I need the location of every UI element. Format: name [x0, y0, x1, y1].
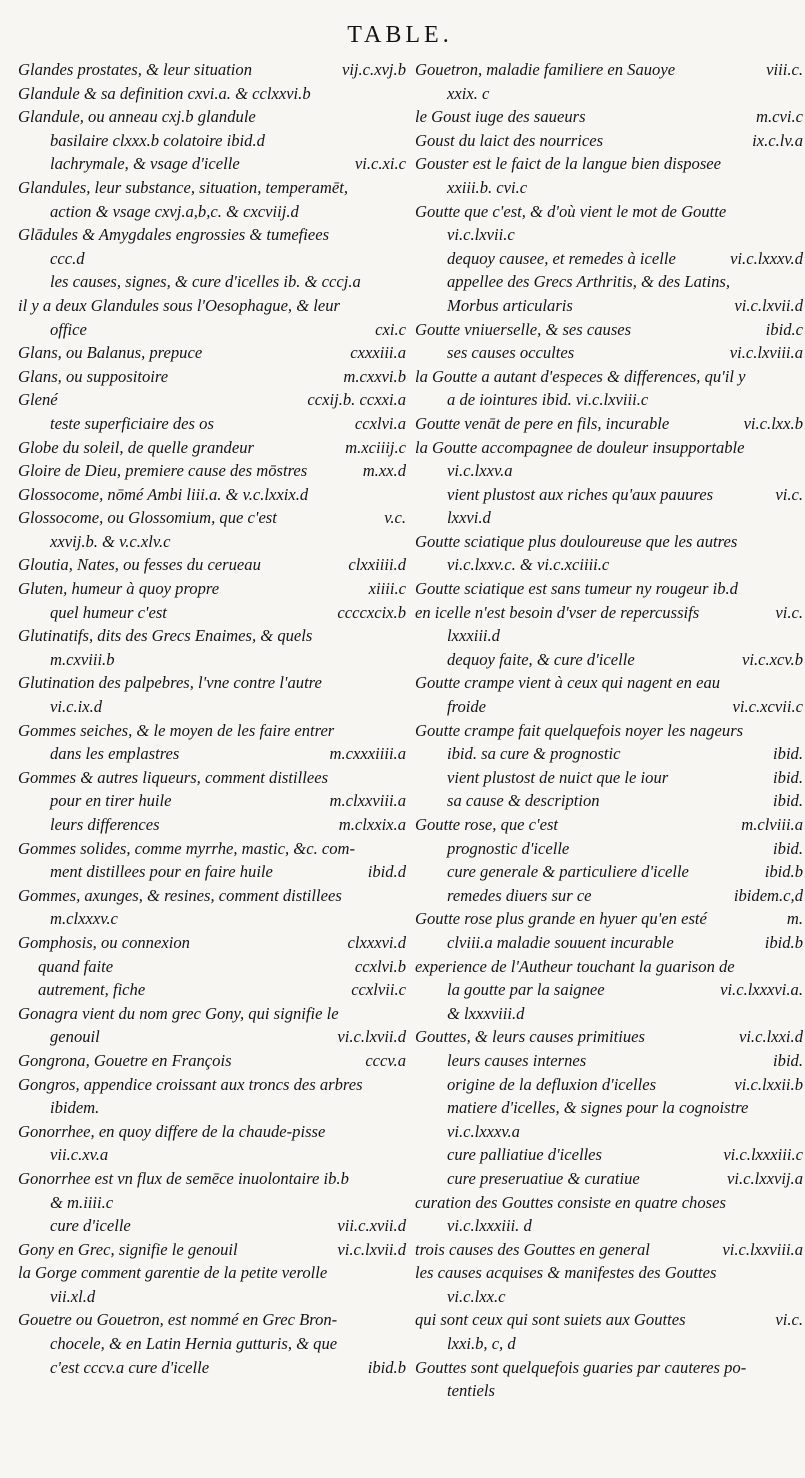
index-entry-line	[18, 648, 408, 672]
index-entry-line	[18, 412, 408, 436]
index-entry-line	[18, 1261, 408, 1285]
index-entry-line	[415, 955, 805, 979]
entry-page-reference: vi.c.xcv.b	[738, 648, 803, 672]
entry-text: experience de l'Autheur touchant la guarison de	[415, 956, 735, 976]
index-entry-line	[18, 671, 408, 695]
index-entry-line	[18, 152, 408, 176]
entry-text: vi.c.lxxv.a	[447, 461, 513, 481]
index-entry-line	[415, 247, 805, 271]
entry-text: leurs causes internes	[447, 1050, 587, 1070]
entry-text: Goutte crampe fait quelquefois noyer les nageurs	[415, 720, 744, 740]
index-entry-line	[18, 270, 408, 294]
entry-text: Gouttes, & leurs causes primitiues	[415, 1027, 645, 1047]
entry-text: Gonagra vient du nom grec Gony, qui signifie le	[18, 1003, 339, 1023]
entry-page-reference: m.	[783, 907, 803, 931]
entry-page-reference: vi.c.lxxviii.a	[718, 1238, 803, 1262]
index-entry-line	[18, 931, 408, 955]
index-entry-line	[18, 601, 408, 625]
index-entry-line	[415, 318, 805, 342]
entry-page-reference: ibid.d	[364, 860, 406, 884]
index-entry-line	[415, 1238, 805, 1262]
entry-text: c'est cccv.a cure d'icelle	[50, 1357, 210, 1377]
index-entry-line	[415, 813, 805, 837]
entry-page-reference: ibid.b	[364, 1356, 406, 1380]
entry-page-reference: ccxij.b. ccxxi.a	[303, 388, 406, 412]
entry-text: Glans, ou Balanus, prepuce	[18, 343, 203, 363]
entry-text: lxxvi.d	[447, 508, 491, 528]
entry-text: clviii.a maladie souuent incurable	[447, 932, 674, 952]
index-entry-line	[415, 152, 805, 176]
entry-text: vi.c.lxxxiii. d	[447, 1216, 532, 1236]
entry-text: Goutte rose, que c'est	[415, 815, 559, 834]
index-entry-line	[415, 931, 805, 955]
index-entry-line	[18, 1096, 408, 1120]
index-entry-line	[415, 1379, 805, 1403]
index-entry-line	[18, 1002, 408, 1026]
index-entry-line	[18, 1238, 408, 1262]
index-entry-line	[415, 671, 805, 695]
entry-page-reference: vi.c.lxviii.a	[726, 341, 803, 365]
index-entry-line	[415, 719, 805, 743]
entry-text: action & vsage cxvj.a,b,c. & cxcviij.d	[50, 201, 299, 221]
index-entry-line	[18, 176, 408, 200]
entry-text: Gouster est le faict de la langue bien disposee	[415, 154, 722, 174]
entry-text: Morbus articularis	[447, 295, 573, 315]
entry-text: basilaire clxxx.b colatoire ibid.d	[50, 130, 265, 150]
entry-page-reference: vi.c.lxxii.b	[730, 1073, 803, 1097]
index-entry-line	[18, 837, 408, 861]
entry-text: sa cause & description	[447, 791, 600, 811]
entry-text: Gommes, axunges, & resines, comment distillees	[18, 885, 342, 905]
entry-text: & lxxxviii.d	[447, 1003, 525, 1023]
entry-text: Gongros, appendice croissant aux troncs des arbres	[18, 1074, 363, 1094]
entry-text: Gouetre ou Gouetron, est nommé en Grec Bron-	[18, 1310, 338, 1330]
entry-text: lachrymale, & vsage d'icelle	[50, 154, 240, 174]
index-entry-line	[415, 907, 805, 931]
index-column-left	[18, 58, 408, 1379]
entry-text: pour en tirer huile	[50, 791, 172, 811]
entry-text: dequoy causee, et remedes à icelle	[447, 248, 676, 268]
entry-text: ibidem.	[50, 1098, 100, 1118]
index-entry-line	[18, 624, 408, 648]
entry-text: Glandes prostates, & leur situation	[18, 60, 253, 79]
entry-text: Gommes seiches, & le moyen de les faire entrer	[18, 720, 335, 740]
entry-text: ment distillees pour en faire huile	[50, 862, 273, 882]
index-entry-line	[18, 506, 408, 530]
entry-text: cure d'icelle	[50, 1216, 131, 1236]
entry-page-reference: ibid.	[769, 789, 803, 813]
entry-page-reference: vi.c.	[771, 483, 803, 507]
index-entry-line	[415, 436, 805, 460]
entry-page-reference: m.clxxviii.a	[326, 789, 406, 813]
entry-text: Goust du laict des nourrices	[415, 130, 604, 150]
entry-text: xxix. c	[447, 83, 490, 103]
entry-page-reference: ibid.b	[761, 860, 803, 884]
index-entry-line	[18, 388, 408, 412]
entry-text: quand faite	[38, 956, 114, 976]
index-entry-line	[415, 365, 805, 389]
entry-text: Glutinatifs, dits des Grecs Enaimes, & quels	[18, 626, 313, 646]
entry-text: genouil	[50, 1027, 100, 1047]
entry-page-reference: m.cvi.c	[752, 105, 803, 129]
index-entry-line	[18, 695, 408, 719]
entry-page-reference: vi.c.lxxxvi.a.	[716, 978, 803, 1002]
entry-text: Glādules & Amygdales engrossies & tumefiees	[18, 225, 330, 245]
index-entry-line	[18, 1167, 408, 1191]
entry-page-reference: ix.c.lv.a	[748, 129, 803, 153]
entry-text: la Gorge comment garentie de la petite verolle	[18, 1263, 328, 1283]
entry-text: a de iointures ibid. vi.c.lxviii.c	[447, 390, 649, 410]
entry-text: office	[50, 319, 87, 339]
index-entry-line	[18, 82, 408, 106]
entry-text: il y a deux Glandules sous l'Oesophague, & leur	[18, 295, 341, 315]
entry-text: vi.c.lxxxv.a	[447, 1121, 520, 1141]
entry-text: Glossocome, nōmé Ambi liii.a. & v.c.lxxix.d	[18, 484, 309, 504]
entry-text: Glandule, ou anneau cxj.b glandule	[18, 107, 256, 127]
entry-text: Glossocome, ou Glossomium, que c'est	[18, 508, 277, 528]
entry-text: Gommes & autres liqueurs, comment distillees	[18, 767, 329, 787]
index-entry-line	[415, 1096, 805, 1120]
entry-text: curation des Gouttes consiste en quatre choses	[415, 1192, 726, 1212]
entry-page-reference: vii.c.xvii.d	[333, 1214, 406, 1238]
entry-page-reference: ibid.b	[761, 931, 803, 955]
entry-page-reference: ibidem.c,d	[730, 884, 803, 908]
entry-text: vi.c.lxx.c	[447, 1286, 506, 1306]
entry-page-reference: vij.c.xvj.b	[338, 58, 406, 82]
index-entry-line	[415, 837, 805, 861]
entry-page-reference: ibid.	[769, 837, 803, 861]
entry-text: Gony en Grec, signifie le genouil	[18, 1239, 238, 1259]
index-entry-line	[415, 223, 805, 247]
index-entry-line	[415, 1120, 805, 1144]
index-entry-line	[415, 294, 805, 318]
entry-page-reference: ibid.	[769, 1049, 803, 1073]
entry-text: Glené	[18, 390, 58, 410]
entry-text: quel humeur c'est	[50, 602, 167, 622]
entry-page-reference: vi.c.lxvii.d	[730, 294, 803, 318]
entry-page-reference: vi.c.lxxxv.d	[726, 247, 803, 271]
index-entry-line	[415, 1143, 805, 1167]
index-entry-line	[415, 483, 805, 507]
entry-text: teste superficiaire des os	[50, 413, 214, 433]
entry-text: qui sont ceux qui sont suiets aux Gouttes	[415, 1310, 686, 1330]
entry-text: la Goutte a autant d'especes & differences, qu'il y	[415, 366, 746, 386]
index-entry-line	[18, 58, 408, 82]
index-entry-line	[415, 270, 805, 294]
index-entry-line	[415, 129, 805, 153]
entry-page-reference: vi.c.lxx.b	[740, 412, 803, 436]
entry-text: cure preseruatiue & curatiue	[447, 1168, 640, 1188]
entry-text: ses causes occultes	[447, 343, 575, 363]
index-entry-line	[18, 294, 408, 318]
index-entry-line	[18, 742, 408, 766]
index-entry-line	[415, 978, 805, 1002]
index-entry-line	[18, 1143, 408, 1167]
entry-page-reference: vi.c.lxxxiii.c	[719, 1143, 803, 1167]
entry-text: dans les emplastres	[50, 744, 180, 764]
entry-text: m.clxxxv.c	[50, 909, 118, 929]
entry-page-reference: vi.c.lxvii.d	[333, 1238, 406, 1262]
entry-page-reference: cxxxiii.a	[346, 341, 406, 365]
index-entry-line	[415, 82, 805, 106]
index-entry-line	[18, 1120, 408, 1144]
index-column-right	[415, 58, 805, 1403]
index-entry-line	[415, 577, 805, 601]
index-entry-line	[18, 1191, 408, 1215]
entry-page-reference: vi.c.lxxi.d	[735, 1025, 803, 1049]
entry-page-reference: ibid.	[769, 766, 803, 790]
index-entry-line	[415, 1025, 805, 1049]
index-entry-line	[18, 1332, 408, 1356]
index-entry-line	[415, 766, 805, 790]
entry-text: & m.iiii.c	[50, 1192, 114, 1212]
index-entry-line	[415, 1073, 805, 1097]
entry-text: xxiii.b. cvi.c	[447, 177, 528, 197]
entry-page-reference: m.clviii.a	[737, 813, 803, 837]
index-entry-line	[415, 695, 805, 719]
index-entry-line	[18, 341, 408, 365]
entry-text: m.cxviii.b	[50, 649, 115, 669]
entry-text: le Goust iuge des saueurs	[415, 107, 586, 127]
entry-page-reference: vi.c.xi.c	[351, 152, 406, 176]
index-entry-line	[415, 1308, 805, 1332]
index-entry-line	[415, 601, 805, 625]
entry-text: autrement, fiche	[38, 980, 146, 1000]
entry-text: xxvij.b. & v.c.xlv.c	[50, 531, 171, 551]
entry-text: Glans, ou suppositoire	[18, 366, 169, 386]
entry-page-reference: vi.c.lxvii.d	[333, 1025, 406, 1049]
entry-text: Gommes solides, comme myrrhe, mastic, &c. com-	[18, 838, 356, 858]
entry-text: tentiels	[447, 1381, 495, 1401]
index-entry-line	[18, 766, 408, 790]
index-entry-line	[18, 955, 408, 979]
entry-text: lxxxiii.d	[447, 626, 500, 646]
index-entry-line	[415, 884, 805, 908]
entry-text: Gluten, humeur à quoy propre	[18, 579, 220, 599]
index-entry-line	[18, 978, 408, 1002]
index-entry-line	[415, 1167, 805, 1191]
entry-text: chocele, & en Latin Hernia gutturis, & que	[50, 1334, 338, 1354]
entry-page-reference: v.c.	[380, 506, 406, 530]
entry-text: les causes, signes, & cure d'icelles ib. & cccj.a	[50, 272, 361, 292]
entry-text: vient plustost aux riches qu'aux pauures	[447, 484, 714, 504]
entry-text: Globe du soleil, de quelle grandeur	[18, 437, 254, 457]
index-entry-line	[415, 1002, 805, 1026]
index-entry-line	[18, 1049, 408, 1073]
entry-text: origine de la defluxion d'icelles	[447, 1074, 657, 1094]
index-entry-line	[415, 624, 805, 648]
entry-page-reference: m.cxxxiiii.a	[326, 742, 406, 766]
entry-page-reference: vi.c.xcvii.c	[729, 695, 803, 719]
entry-page-reference: ccxlvi.b	[351, 955, 406, 979]
entry-text: Goutte sciatique plus douloureuse que les autres	[415, 531, 738, 551]
index-entry-line	[18, 318, 408, 342]
index-entry-line	[415, 1191, 805, 1215]
entry-text: vi.c.lxvii.c	[447, 225, 515, 245]
index-entry-line	[415, 530, 805, 554]
entry-page-reference: vi.c.lxxvij.a	[723, 1167, 803, 1191]
index-entry-line	[415, 105, 805, 129]
index-entry-line	[18, 1073, 408, 1097]
index-entry-line	[415, 412, 805, 436]
index-entry-line	[415, 553, 805, 577]
entry-text: matiere d'icelles, & signes pour la cognoistre	[447, 1098, 749, 1118]
index-entry-line	[18, 860, 408, 884]
index-entry-line	[415, 388, 805, 412]
entry-text: les causes acquises & manifestes des Gouttes	[415, 1263, 717, 1283]
entry-text: Goutte venāt de pere en fils, incurable	[415, 413, 670, 433]
entry-text: Gongrona, Gouetre en François	[18, 1050, 232, 1070]
entry-text: en icelle n'est besoin d'vser de repercussifs	[415, 602, 700, 622]
entry-text: leurs differences	[50, 815, 160, 834]
entry-text: trois causes des Gouttes en general	[415, 1239, 650, 1259]
entry-text: Gomphosis, ou connexion	[18, 932, 190, 952]
entry-text: Goutte sciatique est sans tumeur ny rougeur ib.d	[415, 579, 738, 599]
index-entry-line	[18, 907, 408, 931]
index-entry-line	[18, 436, 408, 460]
index-entry-line	[18, 1285, 408, 1309]
entry-page-reference: clxxxvi.d	[344, 931, 407, 955]
entry-text: cure palliatiue d'icelles	[447, 1145, 602, 1165]
entry-text: Gloire de Dieu, premiere cause des mōstres	[18, 461, 308, 481]
entry-text: Goutte crampe vient à ceux qui nagent en eau	[415, 673, 721, 693]
index-entry-line	[18, 530, 408, 554]
index-entry-line	[18, 223, 408, 247]
index-entry-line	[18, 789, 408, 813]
index-entry-line	[415, 200, 805, 224]
entry-page-reference: viii.c.	[762, 58, 803, 82]
index-entry-line	[18, 813, 408, 837]
index-entry-line	[415, 176, 805, 200]
entry-text: Goutte rose plus grande en hyuer qu'en esté	[415, 909, 707, 929]
index-entry-line	[415, 742, 805, 766]
entry-text: remedes diuers sur ce	[447, 885, 592, 905]
index-entry-line	[415, 58, 805, 82]
index-entry-line	[18, 200, 408, 224]
index-entry-line	[415, 1285, 805, 1309]
index-entry-line	[415, 1214, 805, 1238]
entry-text: Gonorrhee, en quoy differe de la chaude-pisse	[18, 1121, 326, 1141]
index-entry-line	[18, 1025, 408, 1049]
index-entry-line	[415, 1261, 805, 1285]
index-entry-line	[415, 341, 805, 365]
entry-page-reference: m.xx.d	[359, 459, 406, 483]
entry-page-reference: ibid.	[769, 742, 803, 766]
index-entry-line	[18, 105, 408, 129]
entry-text: Gloutia, Nates, ou fesses du cerueau	[18, 555, 261, 575]
index-entry-line	[18, 483, 408, 507]
entry-text: Glandules, leur substance, situation, temperamēt,	[18, 177, 348, 197]
entry-text: ccc.d	[50, 248, 85, 268]
index-entry-line	[415, 1049, 805, 1073]
entry-text: ibid. sa cure & prognostic	[447, 744, 621, 764]
entry-text: vi.c.ix.d	[50, 697, 103, 717]
entry-text: appellee des Grecs Arthritis, & des Latins,	[447, 272, 731, 292]
entry-text: vii.c.xv.a	[50, 1145, 109, 1165]
entry-page-reference: m.xciiij.c	[341, 436, 406, 460]
entry-text: Gouttes sont quelquefois guaries par cauteres po-	[415, 1357, 747, 1377]
entry-text: la Goutte accompagnee de douleur insupportable	[415, 437, 745, 457]
index-entry-line	[18, 1214, 408, 1238]
index-entry-line	[415, 459, 805, 483]
entry-page-reference: ccxlvii.c	[347, 978, 406, 1002]
entry-text: Glutination des palpebres, l'vne contre l'autre	[18, 673, 322, 693]
entry-page-reference: vi.c.	[771, 601, 803, 625]
entry-text: vii.xl.d	[50, 1286, 96, 1306]
entry-text: dequoy faite, & cure d'icelle	[447, 649, 635, 669]
entry-page-reference: cccv.a	[361, 1049, 406, 1073]
entry-page-reference: ibid.c	[762, 318, 803, 342]
index-entry-line	[415, 1332, 805, 1356]
entry-text: Gouetron, maladie familiere en Sauoye	[415, 60, 676, 79]
entry-page-reference: clxxiiii.d	[344, 553, 406, 577]
index-entry-line	[18, 365, 408, 389]
index-entry-line	[415, 506, 805, 530]
entry-text: vi.c.lxxv.c. & vi.c.xciiii.c	[447, 555, 610, 575]
index-entry-line	[18, 247, 408, 271]
entry-text: Glandule & sa definition cxvi.a. & cclxxvi.b	[18, 83, 311, 103]
index-entry-line	[18, 719, 408, 743]
index-entry-line	[18, 129, 408, 153]
entry-page-reference: m.clxxix.a	[335, 813, 406, 837]
index-entry-line	[415, 648, 805, 672]
entry-text: Goutte que c'est, & d'où vient le mot de Goutte	[415, 201, 727, 221]
entry-page-reference: ccccxcix.b	[333, 601, 406, 625]
entry-page-reference: vi.c.	[771, 1308, 803, 1332]
index-entry-line	[18, 459, 408, 483]
entry-text: lxxi.b, c, d	[447, 1334, 516, 1354]
index-entry-line	[18, 577, 408, 601]
page-header-title: TABLE.	[347, 22, 453, 48]
entry-text: cure generale & particuliere d'icelle	[447, 862, 689, 882]
entry-page-reference: m.cxxvi.b	[339, 365, 406, 389]
entry-text: prognostic d'icelle	[447, 838, 570, 858]
entry-page-reference: ccxlvi.a	[351, 412, 406, 436]
entry-text: froide	[447, 697, 487, 717]
entry-text: Goutte vniuerselle, & ses causes	[415, 319, 632, 339]
entry-text: la goutte par la saignee	[447, 980, 605, 1000]
entry-page-reference: cxi.c	[371, 318, 406, 342]
entry-page-reference: xiiii.c	[365, 577, 406, 601]
index-entry-line	[18, 1308, 408, 1332]
index-entry-line	[18, 553, 408, 577]
index-entry-line	[415, 860, 805, 884]
index-entry-line	[415, 789, 805, 813]
entry-text: Gonorrhee est vn flux de semēce inuolontaire ib.b	[18, 1168, 349, 1188]
index-entry-line	[18, 884, 408, 908]
index-entry-line	[415, 1356, 805, 1380]
index-entry-line	[18, 1356, 408, 1380]
entry-text: vient plustost de nuict que le iour	[447, 767, 669, 787]
